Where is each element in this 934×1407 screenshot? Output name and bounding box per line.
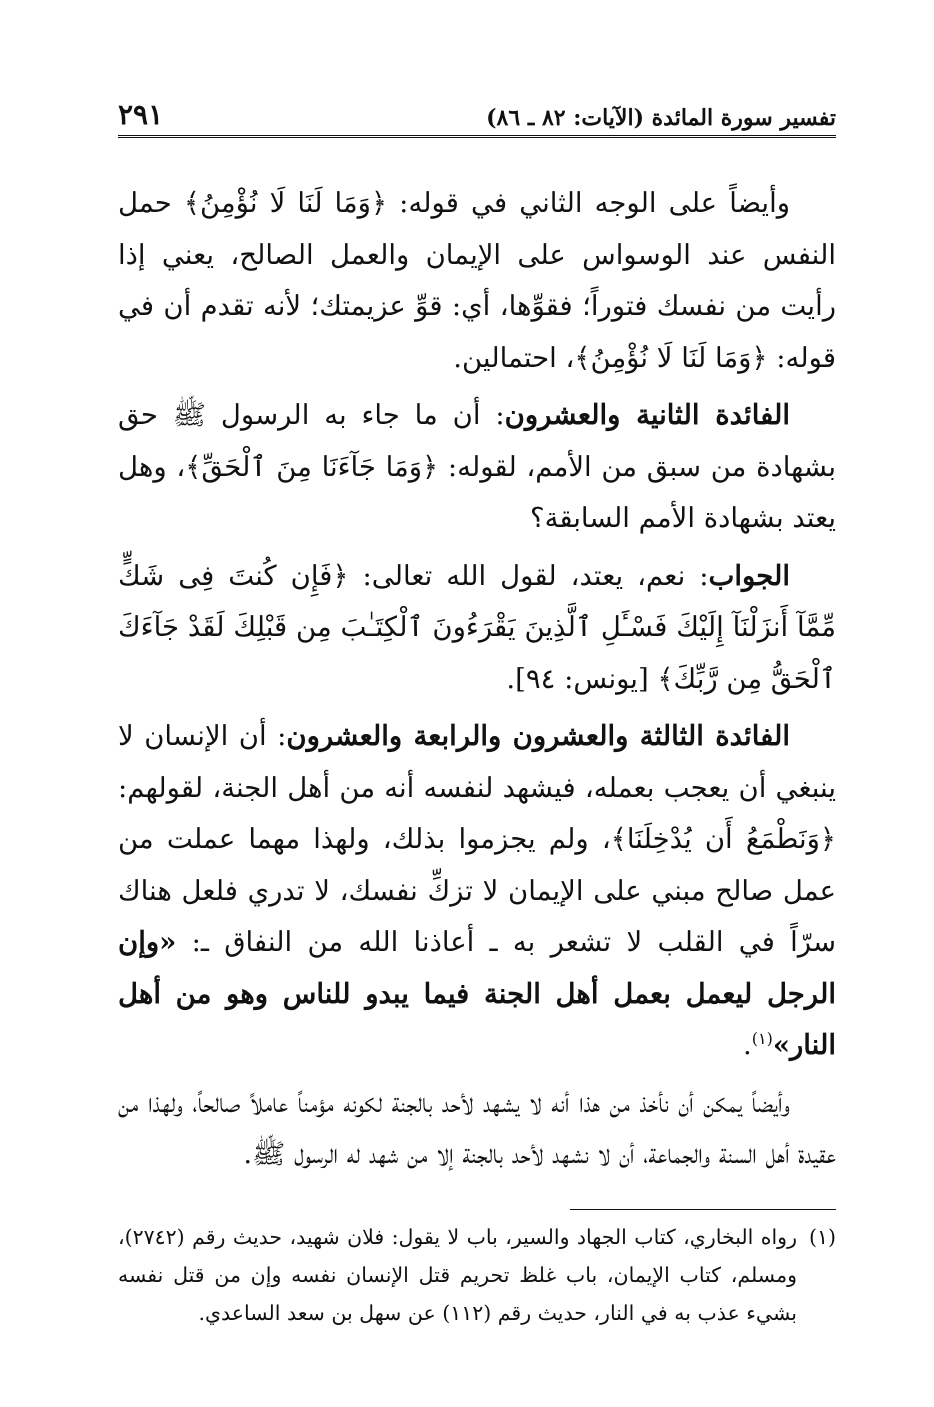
quran-verse: ﴿وَنَطْمَعُ أَن يُدْخِلَنَا﴾ [610, 823, 836, 855]
footnote-divider [570, 1209, 836, 1210]
body-text-run: [يونس: ٩٤]. [506, 662, 658, 695]
body-text-run: : أن ما جاء به الرسول ﷺ حق بشهادة من سبق من الأمم، لقوله: [118, 399, 836, 483]
body-text-run: . [742, 1029, 752, 1061]
book-page [118, 92, 836, 1332]
footnote-item [118, 1218, 836, 1332]
quran-verse: ﴿وَمَا لَنَا لَا نُؤْمِنُ﴾ [574, 341, 768, 374]
running-title: تفسير سورة المائدة (الآيات: ٨٢ ـ ٨٦) [486, 105, 836, 131]
page-header [118, 92, 836, 138]
body-text-run: ، وهل يعتد بشهادة الأمم السابقة؟ [118, 450, 836, 534]
footnote-text: رواه البخاري، كتاب الجهاد والسير، باب لا يقول: فلان شهيد، حديث رقم (٢٧٤٢)، ومسلم، كتاب الإيمان، باب غلظ تحريم قتل الإنسان نفسه وإن من قتل نفسه بشيء عذب به في النار، حديث رقم (١١٢) عن سهل بن سعد الساعدي. [118, 1224, 797, 1325]
paragraph [118, 711, 836, 1072]
paragraph [118, 1078, 836, 1181]
body-text-run: : أن الإنسان لا ينبغي أن يعجب بعمله، فيشهد لنفسه أنه من أهل الجنة، لقولهم: [118, 720, 836, 804]
benefit-heading: الجواب [708, 559, 790, 592]
main-text [118, 178, 836, 1181]
body-text-run: حمل النفس عند الوسواس على الإيمان والعمل الصالح، يعني إذا رأيت من نفسك فتوراً؛ فقوِّها، أي: قوِّ عزيمتك؛ لأنه تقدم أن في قوله: [118, 187, 836, 374]
benefit-heading: الفائدة الثالثة والعشرون والرابعة والعشرون [286, 720, 791, 752]
footnote-reference: (١) [751, 1028, 773, 1048]
paragraph [118, 390, 836, 545]
body-text-run: وأيضاً على الوجه الثاني في قوله: [387, 187, 791, 219]
body-text-run: ، احتمالين. [453, 341, 575, 374]
quran-verse: ﴿وَمَا لَنَا لَا نُؤْمِنُ﴾ [183, 187, 388, 219]
paragraph [118, 551, 836, 706]
footnote-number: (١) [808, 1224, 836, 1249]
benefit-heading: الفائدة الثانية والعشرون [504, 399, 791, 431]
hadith-quote: «وإن الرجل ليعمل بعمل أهل الجنة فيما يبدو للناس وهو من أهل النار» [118, 926, 836, 1061]
body-text-run: : نعم، يعتد، لقول الله تعالى: [348, 559, 709, 592]
paragraph [118, 178, 836, 384]
body-text-run: وأيضاً يمكن أن نأخذ من هذا أنه لا يشهد لأحد بالجنة لكونه مؤمناً عاملاً صالحاً، ولهذا من عقيدة أهل السنة والجماعة، أن لا نشهد لأحد بالجنة إلا من شهد له الرسول ﷺ. [118, 1086, 836, 1170]
footnotes [118, 1218, 836, 1332]
quran-verse: ﴿فَإِن كُنتَ فِى شَكٍّ مِّمَّآ أَنزَلْنَآ إِلَيْكَ فَسْـَٔلِ ٱلَّذِينَ يَقْرَءُونَ ٱلْكِتَـٰبَ مِن قَبْلِكَ لَقَدْ جَآءَكَ ٱلْحَقُّ مِن رَّبِّكَ﴾ [118, 559, 836, 695]
quran-verse: ﴿وَمَا جَآءَنَا مِنَ ٱلْحَقِّ﴾ [185, 450, 439, 483]
page-number: ٢٩١ [118, 98, 164, 131]
body-text-run: ، ولم يجزموا بذلك، ولهذا مهما عملت من عمل صالح مبني على الإيمان لا تزكِّ نفسك، لا تدري فلعل هناك سرّاً في القلب لا تشعر به ـ أعاذنا الله من النفاق ـ: [118, 823, 836, 958]
